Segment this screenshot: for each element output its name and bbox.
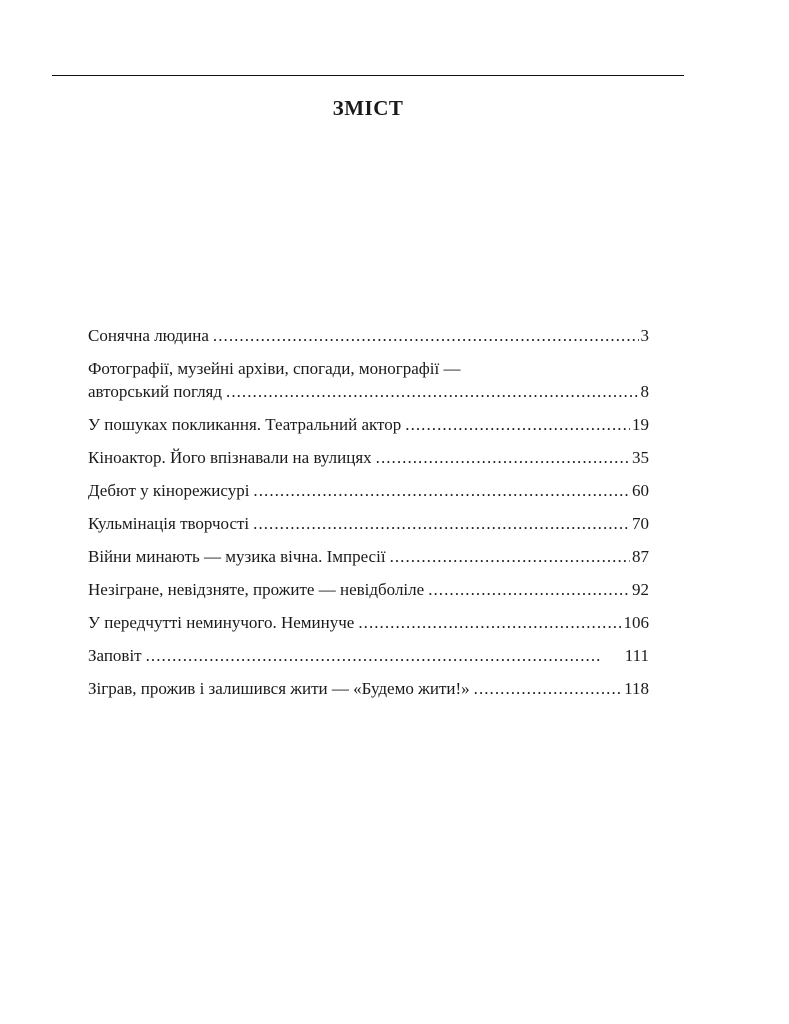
page-title: ЗМІСТ xyxy=(332,96,404,120)
toc-page-number: 35 xyxy=(632,448,649,467)
toc-leader-dots xyxy=(253,514,630,534)
toc-page-number: 60 xyxy=(632,481,649,500)
toc-entry[interactable] xyxy=(88,646,649,666)
toc-entry-title: Кіноактор. Його впізнавали на вулицях xyxy=(88,448,372,467)
toc-leader-dots xyxy=(253,481,630,501)
toc-page-number: 111 xyxy=(624,646,649,665)
toc-leader-dots xyxy=(213,326,639,346)
toc-leader-dots xyxy=(390,547,630,567)
header-rule xyxy=(52,75,684,76)
toc-entry-title: Незігране, невідзняте, прожите — невідболіле xyxy=(88,580,425,599)
toc-entry[interactable] xyxy=(88,448,649,468)
toc-page-number: 3 xyxy=(640,326,649,345)
toc-entry-title: У передчутті неминучого. Неминуче xyxy=(88,613,355,632)
toc-entry-title: Кульмінація творчості xyxy=(88,514,250,533)
toc-leader-dots xyxy=(146,646,623,666)
toc-entry-title: Війни минають — музика вічна. Імпресії xyxy=(88,547,386,566)
toc-page-number: 118 xyxy=(624,679,649,698)
table-of-contents xyxy=(88,326,649,699)
toc-leader-dots xyxy=(376,448,630,468)
toc-entry[interactable] xyxy=(88,481,649,501)
toc-entry-title: Фотографії, музейні архіви, спогади, монографії — xyxy=(88,359,461,378)
toc-entry-title: Сонячна людина xyxy=(88,326,209,345)
toc-entry[interactable] xyxy=(88,679,649,699)
toc-entry-title: Дебют у кінорежисурі xyxy=(88,481,250,500)
toc-leader-dots xyxy=(405,415,630,435)
toc-leader-dots xyxy=(428,580,630,600)
toc-entry-title-continuation: авторський погляд xyxy=(88,382,223,401)
toc-entry[interactable] xyxy=(88,326,649,346)
toc-page-number: 87 xyxy=(632,547,649,566)
toc-entry[interactable] xyxy=(88,613,649,633)
toc-entry[interactable] xyxy=(88,415,649,435)
toc-entry-title: Зіграв, прожив і залишився жити — «Будемо жити!» xyxy=(88,679,470,698)
toc-entry[interactable] xyxy=(88,359,649,402)
toc-leader-dots xyxy=(474,679,622,699)
toc-page-number: 92 xyxy=(632,580,649,599)
toc-entry[interactable] xyxy=(88,547,649,567)
toc-page-number: 19 xyxy=(632,415,649,434)
toc-entry-title: Заповіт xyxy=(88,646,142,665)
toc-page-number: 8 xyxy=(640,382,649,401)
toc-leader-dots xyxy=(226,382,638,402)
toc-entry-title: У пошуках покликання. Театральний актор xyxy=(88,415,402,434)
toc-entry[interactable] xyxy=(88,580,649,600)
toc-leader-dots xyxy=(358,613,621,633)
toc-page-number: 106 xyxy=(623,613,649,632)
toc-page-number: 70 xyxy=(632,514,649,533)
toc-entry[interactable] xyxy=(88,514,649,534)
